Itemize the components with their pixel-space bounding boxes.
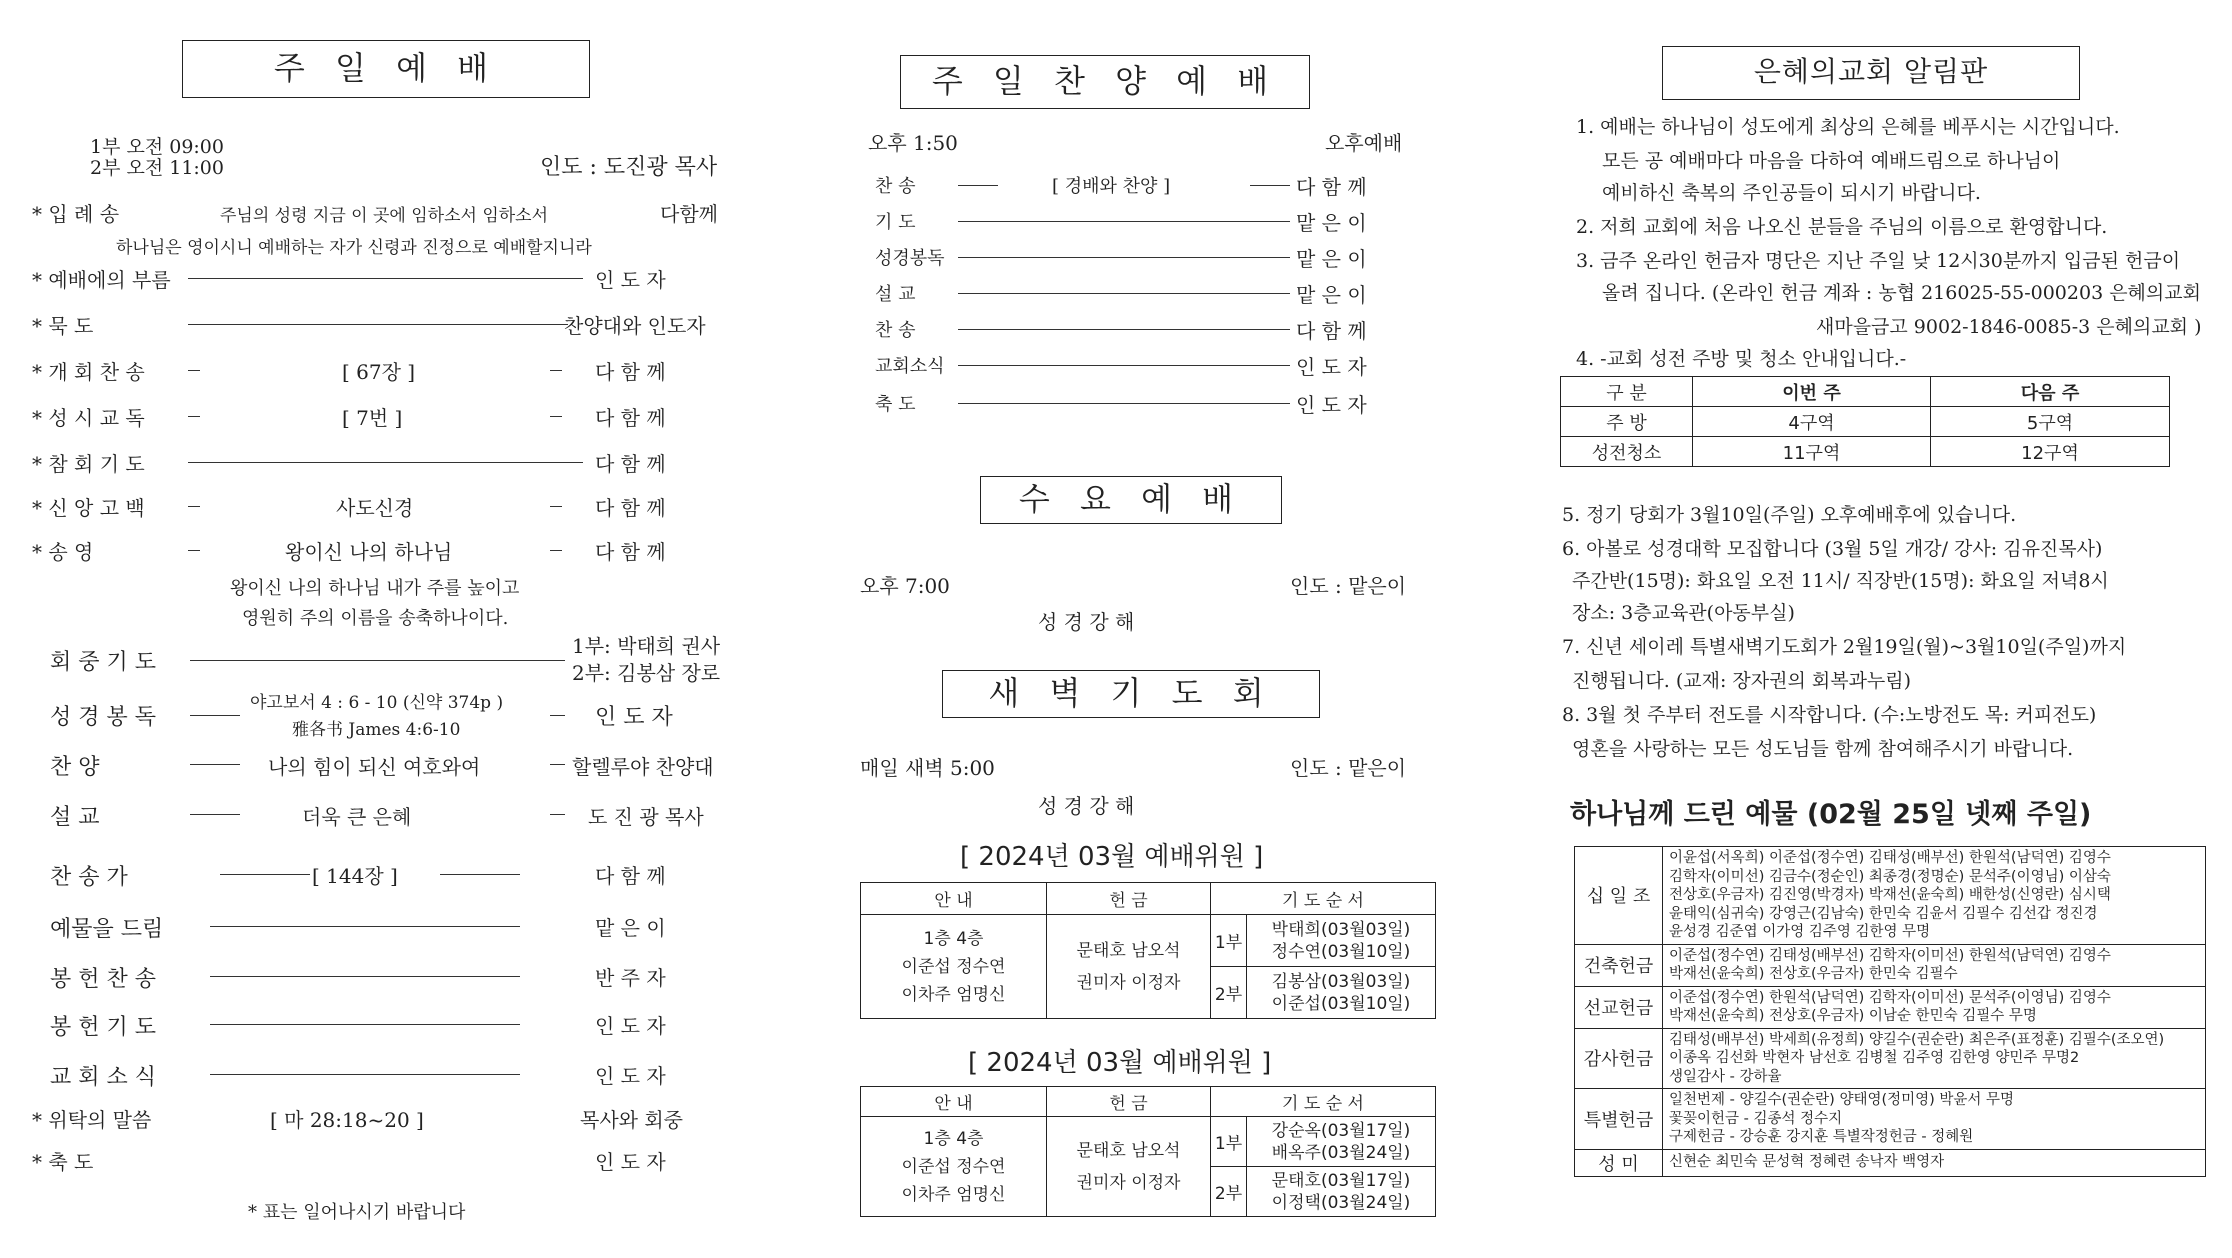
notices-column [1550, 0, 2220, 1258]
order-item-label: 찬 송 가 [50, 865, 128, 890]
order-item-label: * 묵 도 [32, 314, 94, 338]
prayer-names [1247, 967, 1436, 1019]
wednesday-leader: 인도 : 맡은이 [1290, 574, 1407, 598]
donor-line: 꽃꽂이헌금 - 김종석 정수지 [1669, 1110, 1843, 1127]
order-item-label: * 예배에의 부름 [32, 268, 171, 292]
donor-line: 일천번제 - 양길수(권순란) 양태영(정미영) 박윤서 무명 [1669, 1092, 2015, 1108]
praise-item-who: 맡 은 이 [1296, 283, 1367, 307]
notice-line: 새마을금고 9002-1846-0085-3 은혜의교회 ) [1816, 316, 2202, 338]
praise-item-who: 다 함 께 [1296, 319, 1367, 343]
donor-line: 김학자(이미선) 김금수(정순인) 최종경(정명순) 문석주(이영님) 이삼숙 [1669, 868, 2111, 885]
guide-names-2: 이차주 엄명신 [901, 984, 1006, 1005]
leader-line [188, 550, 200, 551]
donor-line: 구제헌금 - 강승훈 강지훈 특별작정헌금 - 정혜원 [1669, 1129, 1974, 1145]
leader-line [190, 814, 240, 815]
order-item-detail: [ 144장 ] [312, 864, 398, 888]
leader-line [440, 874, 520, 875]
order-item-label: 예물을 드림 [50, 917, 164, 942]
col-offering-header: 헌 금 [1047, 883, 1211, 915]
guide-cell [861, 915, 1047, 1019]
donor-line: 이윤섭(서옥희) 이준섭(정수연) 김태성(배부선) 한원석(남덕연) 김영수 [1669, 850, 2111, 866]
standing-note: * 표는 일어나시기 바랍니다 [248, 1202, 466, 1223]
donor-line: 윤태익(심귀숙) 강영근(김남숙) 한민숙 김윤서 김필수 김선갑 정진경 [1669, 905, 2098, 922]
order-item-who: 다 함 께 [595, 496, 666, 520]
order-item-who: 인 도 자 [595, 268, 666, 292]
dawn-time: 매일 새벽 5:00 [860, 756, 995, 780]
prayer-name: 배옥주(03월24일) [1271, 1142, 1411, 1163]
order-item-label: * 성 시 교 독 [32, 406, 145, 430]
service-time-1: 1부 오전 09:00 [90, 136, 224, 158]
donor-line: 전상호(우금자) 김진영(박경자) 박재선(윤숙희) 배한성(신영란) 심시택 [1669, 887, 2111, 903]
leader-line [550, 416, 562, 417]
order-item-label: * 신 앙 고 백 [32, 496, 145, 520]
part-label: 1부 [1211, 915, 1247, 967]
leader-line [210, 926, 520, 927]
clean-cell: 12구역 [1931, 437, 2170, 467]
guide-cell [861, 1117, 1047, 1217]
offering-category: 선교헌금 [1575, 986, 1663, 1028]
praise-item-label: 성경봉독 [875, 248, 945, 269]
order-item-label: 봉 헌 찬 송 [50, 967, 156, 992]
offering-category: 건축헌금 [1575, 944, 1663, 986]
prayer-name: 정수연(03월10일) [1271, 941, 1411, 962]
donor-line: 이준섭(정수연) 김태성(배부선) 김학자(이미선) 한원석(남덕연) 김영수 [1669, 947, 2111, 964]
order-item-label: * 송 영 [32, 540, 94, 564]
leader-line [188, 324, 568, 325]
prayer-names [1247, 1117, 1436, 1167]
col-prayer-header: 기 도 순 서 [1211, 1087, 1436, 1117]
notice-line: 5. 정기 당회가 3월10일(주일) 오후예배후에 있습니다. [1562, 504, 2017, 526]
leader-line [190, 764, 240, 765]
invocation-verse: 하나님은 영이시니 예배하는 자가 신령과 진정으로 예배할지니라 [116, 238, 592, 258]
clean-cell: 4구역 [1693, 407, 1931, 437]
wednesday-title: 수 요 예 배 [980, 476, 1282, 524]
offering-donors [1663, 1149, 2206, 1176]
order-item-label: * 개 회 찬 송 [32, 360, 145, 384]
leader-line [188, 506, 200, 507]
clean-header: 다음 주 [1931, 377, 2170, 407]
leader-line [220, 874, 310, 875]
order-item-who: 목사와 회중 [580, 1108, 683, 1132]
order-item-who: 다 함 께 [595, 452, 666, 476]
notice-line: 6. 아볼로 성경대학 모집합니다 (3월 5일 개강/ 강사: 김유진목사) [1562, 538, 2103, 560]
prayer-name: 이준섭(03월10일) [1271, 993, 1411, 1014]
offering-donors [1663, 944, 2206, 986]
leader-line [550, 715, 565, 716]
offering-names-2: 권미자 이정자 [1076, 1172, 1181, 1193]
clean-header: 구 분 [1561, 377, 1693, 407]
donor-line: 박재선(윤숙희) 전상호(우금자) 한민숙 김필수 [1669, 966, 1958, 982]
prayer-who-2: 2부: 김봉삼 장로 [572, 661, 721, 685]
praise-time: 오후 1:50 [868, 131, 958, 155]
prayer-name: 문태호(03월17일) [1271, 1170, 1411, 1191]
committee-table-2 [860, 1086, 1436, 1217]
invocation-label: * 입 례 송 [32, 202, 120, 226]
order-item-label: * 축 도 [32, 1150, 94, 1174]
praise-title: 주 일 찬 양 예 배 [900, 55, 1310, 109]
order-item-label: * 참 회 기 도 [32, 452, 145, 476]
offering-category: 성 미 [1575, 1149, 1663, 1176]
song-line-2: 영원히 주의 이름을 송축하나이다. [242, 608, 509, 629]
leader-line [958, 185, 998, 186]
order-item-who: 반 주 자 [595, 966, 666, 990]
wednesday-sub: 성 경 강 해 [1038, 610, 1135, 634]
sunday-column [20, 0, 740, 1258]
order-item-who: 인 도 자 [595, 1014, 666, 1038]
notice-line: 4. -교회 성전 주방 및 청소 안내입니다.- [1576, 348, 1907, 370]
order-item-who: 다 함 께 [595, 406, 666, 430]
offering-row [1575, 1028, 2206, 1089]
leader-line [188, 462, 583, 463]
wednesday-time: 오후 7:00 [860, 574, 950, 598]
prayer-name: 이정택(03월24일) [1271, 1192, 1411, 1213]
guide-names-1: 이준섭 정수연 [901, 956, 1006, 977]
part-label: 1부 [1211, 1117, 1247, 1167]
committee-title-2: [ 2024년 03월 예배위원 ] [968, 1048, 1272, 1078]
part-label: 2부 [1211, 967, 1247, 1019]
notice-line: 3. 금주 온라인 헌금자 명단은 지난 주일 낮 12시30분까지 입금된 헌금이 [1576, 250, 2181, 272]
praise-item-who: 맡 은 이 [1296, 211, 1367, 235]
clean-cell: 성전청소 [1561, 437, 1693, 467]
committee-title-1: [ 2024년 03월 예배위원 ] [960, 842, 1264, 872]
donor-line: 박재선(윤숙희) 전상호(우금자) 이남순 한민숙 김필수 무명 [1669, 1008, 2037, 1024]
offerings-table [1574, 846, 2206, 1177]
committee-table-1 [860, 882, 1436, 1019]
order-item-who: 다 함 께 [595, 540, 666, 564]
guide-names-1: 이준섭 정수연 [901, 1156, 1006, 1177]
praise-item-who: 인 도 자 [1296, 355, 1367, 379]
offering-category: 감사헌금 [1575, 1028, 1663, 1089]
leader-line [188, 278, 583, 279]
offering-donors [1663, 847, 2206, 945]
praise-item-who: 맡 은 이 [1296, 247, 1367, 271]
order-item-detail: [ 67장 ] [342, 360, 416, 384]
cleaning-table [1560, 376, 2170, 467]
scripture-label: 성 경 봉 독 [50, 705, 156, 730]
guide-names-2: 이차주 엄명신 [901, 1184, 1006, 1205]
order-item-who: 다 함 께 [595, 360, 666, 384]
leader-line [188, 370, 200, 371]
order-item-who: 찬양대와 인도자 [564, 314, 706, 338]
col-offering-header: 헌 금 [1047, 1087, 1211, 1117]
praise-item-who: 다 함 께 [1296, 175, 1367, 199]
offering-category: 특별헌금 [1575, 1089, 1663, 1150]
order-item-who: 다 함 께 [595, 864, 666, 888]
leader-line [1250, 185, 1290, 186]
order-item-who: 인 도 자 [595, 1064, 666, 1088]
sermon-label: 설 교 [50, 805, 100, 830]
notice-line: 8. 3월 첫 주부터 전도를 시작합니다. (수:노방전도 목: 커피전도) [1562, 704, 2097, 726]
leader-line [190, 660, 565, 661]
notice-line: 영혼을 사랑하는 모든 성도님들 함께 참여해주시기 바랍니다. [1572, 738, 2074, 760]
praise-item-label: 축 도 [875, 394, 916, 415]
choir-label: 찬 양 [50, 755, 100, 780]
leader-line [550, 370, 562, 371]
leader-line [550, 506, 562, 507]
offering-row [1575, 986, 2206, 1028]
notice-line: 주간반(15명): 화요일 오전 11시/ 직장반(15명): 화요일 저녁8시 [1572, 570, 2109, 592]
song-line-1: 왕이신 나의 하나님 내가 주를 높이고 [230, 578, 520, 599]
donor-line: 신현순 최민숙 문성혁 정혜련 송낙자 백영자 [1669, 1154, 1945, 1171]
donor-line: 이준섭(정수연) 한원석(남덕연) 김학자(이미선) 문석주(이영님) 김영수 [1669, 989, 2111, 1006]
notice-line: 모든 공 예배마다 마음을 다하여 예배드림으로 하나님이 [1602, 150, 2061, 172]
order-item-who: 맡 은 이 [595, 916, 666, 940]
leader-line [210, 1024, 520, 1025]
praise-item-label: 찬 송 [875, 176, 916, 197]
order-item-who: 인 도 자 [595, 1150, 666, 1174]
clean-cell: 5구역 [1931, 407, 2170, 437]
sermon-title: 더욱 큰 은혜 [302, 805, 412, 829]
notices-title: 은혜의교회 알림판 [1662, 46, 2080, 100]
evening-column [850, 0, 1450, 1258]
col-prayer-header: 기 도 순 서 [1211, 883, 1436, 915]
notice-line: 1. 예배는 하나님이 성도에게 최상의 은혜를 베푸시는 시간입니다. [1576, 116, 2120, 138]
sermon-preacher: 도 진 광 목사 [588, 805, 704, 829]
praise-item-label: 교회소식 [875, 356, 945, 377]
praise-item-label: 설 교 [875, 284, 916, 305]
leader-line [958, 365, 1290, 366]
dawn-title: 새 벽 기 도 회 [942, 670, 1320, 718]
donor-line: 생일감사 - 강하율 [1669, 1068, 1782, 1085]
scripture-who: 인 도 자 [595, 705, 673, 730]
clean-cell: 주 방 [1561, 407, 1693, 437]
offering-names-1: 문태호 남오석 [1076, 1140, 1181, 1161]
col-guide-header: 안 내 [861, 1087, 1047, 1117]
offering-row [1575, 944, 2206, 986]
prayer-names [1247, 1167, 1436, 1217]
offering-cell [1047, 1117, 1211, 1217]
scripture-ref-en: 雅各书 James 4:6-10 [292, 720, 461, 740]
offering-row [1575, 1149, 2206, 1176]
praise-item-detail: [ 경배와 찬양 ] [1052, 176, 1171, 197]
offering-names-2: 권미자 이정자 [1076, 972, 1181, 993]
leader-line [958, 221, 1290, 222]
notice-line: 예비하신 축복의 주인공들이 되시기 바랍니다. [1602, 182, 1981, 204]
offering-row [1575, 847, 2206, 945]
dawn-sub: 성 경 강 해 [1038, 794, 1135, 818]
praise-right-label: 오후예배 [1325, 131, 1403, 155]
leader-line [550, 764, 565, 765]
prayer-label: 회 중 기 도 [50, 650, 156, 675]
clean-cell: 11구역 [1693, 437, 1931, 467]
notice-line: 진행됩니다. (교재: 장자권의 회복과누림) [1572, 670, 1912, 692]
leader-line [210, 1074, 520, 1075]
praise-item-label: 기 도 [875, 212, 916, 233]
prayer-names [1247, 915, 1436, 967]
choir-song: 나의 힘이 되신 여호와여 [268, 755, 481, 779]
offering-donors [1663, 1028, 2206, 1089]
order-item-label: 봉 헌 기 도 [50, 1015, 156, 1040]
praise-item-who: 인 도 자 [1296, 393, 1367, 417]
leader-line [190, 715, 240, 716]
part-label: 2부 [1211, 1167, 1247, 1217]
col-guide-header: 안 내 [861, 883, 1047, 915]
donor-line: 윤성경 김준엽 이가영 김주영 김한영 무명 [1669, 924, 1931, 940]
leader-line [958, 403, 1290, 404]
offering-category: 십 일 조 [1575, 847, 1663, 945]
sunday-title: 주 일 예 배 [182, 40, 590, 98]
order-item-label: * 위탁의 말씀 [32, 1108, 152, 1132]
leader-line [958, 257, 1290, 258]
prayer-name: 강순옥(03월17일) [1271, 1120, 1411, 1141]
order-item-detail: [ 7번 ] [342, 406, 403, 430]
offering-cell [1047, 915, 1211, 1019]
offering-row [1575, 1089, 2206, 1150]
notice-line: 올려 집니다. (온라인 헌금 계좌 : 농협 216025-55-000203 은혜의교회 [1602, 282, 2201, 304]
leader-line [550, 814, 565, 815]
sunday-leader: 인도 : 도진광 목사 [540, 155, 718, 180]
offering-names-1: 문태호 남오석 [1076, 940, 1181, 961]
leader-line [188, 416, 200, 417]
offerings-title: 하나님께 드린 예물 (02월 25일 넷째 주일) [1570, 799, 2092, 830]
prayer-name: 김봉삼(03월03일) [1271, 971, 1411, 992]
order-item-detail: [ 마 28:18~20 ] [270, 1108, 424, 1132]
prayer-name: 박태희(03월03일) [1271, 919, 1411, 940]
notice-line: 장소: 3층교육관(아동부실) [1572, 602, 1795, 624]
notice-line: 7. 신년 세이레 특별새벽기도회가 2월19일(월)~3월10일(주일)까지 [1562, 636, 2127, 658]
leader-line [958, 293, 1290, 294]
leader-line [550, 550, 562, 551]
order-item-label: 교 회 소 식 [50, 1065, 156, 1090]
prayer-who-1: 1부: 박태희 권사 [572, 634, 721, 658]
notice-line: 2. 저희 교회에 처음 나오신 분들을 주님의 이름으로 환영합니다. [1576, 216, 2108, 238]
donor-line: 이종옥 김선화 박현자 남선호 김병철 김주영 김한영 양민주 무명2 [1669, 1050, 2080, 1066]
invocation-who: 다함께 [660, 202, 718, 226]
service-time-2: 2부 오전 11:00 [90, 157, 224, 179]
dawn-leader: 인도 : 맡은이 [1290, 756, 1407, 780]
offering-donors [1663, 1089, 2206, 1150]
praise-item-label: 찬 송 [875, 320, 916, 341]
scripture-ref: 야고보서 4 : 6 - 10 (신약 374p ) [250, 693, 504, 713]
invocation-text: 주님의 성령 지금 이 곳에 임하소서 임하소서 [220, 206, 549, 226]
leader-line [210, 976, 520, 977]
donor-line: 김태성(배부선) 박세희(유정희) 양길수(권순란) 최은주(표정훈) 김필수(조오연) [1669, 1031, 2165, 1048]
guide-floor: 1층 4층 [923, 928, 984, 949]
leader-line [958, 329, 1290, 330]
guide-floor: 1층 4층 [923, 1128, 984, 1149]
order-item-detail: 왕이신 나의 하나님 [285, 540, 453, 564]
choir-who: 할렐루야 찬양대 [572, 755, 714, 779]
clean-header: 이번 주 [1693, 377, 1931, 407]
order-item-detail: 사도신경 [336, 496, 414, 520]
offering-donors [1663, 986, 2206, 1028]
